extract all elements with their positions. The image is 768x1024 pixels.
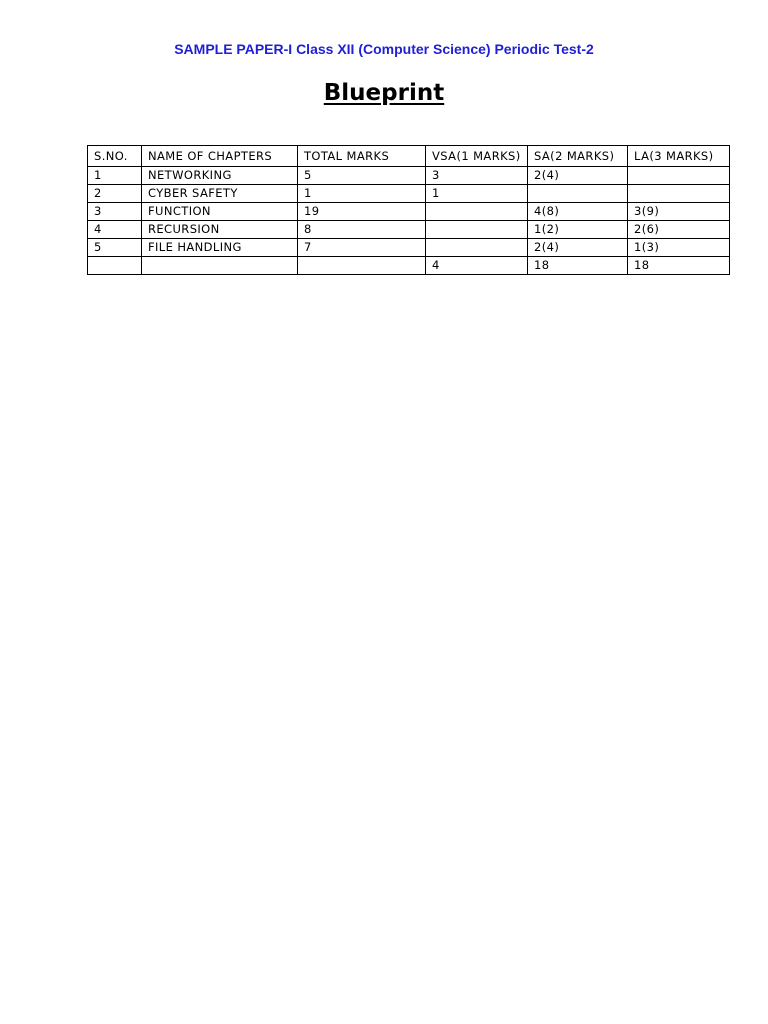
table-row: [88, 203, 730, 221]
cell-sno: 1: [88, 167, 142, 185]
column-header-chapters: NAME OF CHAPTERS: [142, 146, 298, 167]
cell-total-marks: 1: [298, 185, 426, 203]
cell-sno: 4: [88, 221, 142, 239]
blueprint-heading: Blueprint: [323, 80, 445, 106]
cell-chapter: FILE HANDLING: [142, 239, 298, 257]
cell-vsa: [426, 221, 528, 239]
cell-sa: 4(8): [528, 203, 628, 221]
cell-sa-total: 18: [528, 257, 628, 275]
cell-la: [628, 185, 730, 203]
table-row: [88, 239, 730, 257]
cell-chapter: CYBER SAFETY: [142, 185, 298, 203]
cell-total-marks: 7: [298, 239, 426, 257]
cell-total-marks: 19: [298, 203, 426, 221]
table-row: [88, 185, 730, 203]
cell-vsa: 1: [426, 185, 528, 203]
table-total-row: [88, 257, 730, 275]
cell-sa: 2(4): [528, 167, 628, 185]
cell-la: 1(3): [628, 239, 730, 257]
cell-chapter: NETWORKING: [142, 167, 298, 185]
cell-la: [628, 167, 730, 185]
cell-sno: [88, 257, 142, 275]
cell-la: 2(6): [628, 221, 730, 239]
cell-total-marks: [298, 257, 426, 275]
column-header-vsa: VSA(1 MARKS): [426, 146, 528, 167]
column-header-la: LA(3 MARKS): [628, 146, 730, 167]
cell-total-marks: 5: [298, 167, 426, 185]
column-header-total-marks: TOTAL MARKS: [298, 146, 426, 167]
cell-vsa: [426, 203, 528, 221]
cell-la: 3(9): [628, 203, 730, 221]
cell-sa: 1(2): [528, 221, 628, 239]
column-header-sa: SA(2 MARKS): [528, 146, 628, 167]
cell-sno: 3: [88, 203, 142, 221]
cell-chapter: FUNCTION: [142, 203, 298, 221]
cell-la-total: 18: [628, 257, 730, 275]
cell-sno: 2: [88, 185, 142, 203]
cell-chapter: [142, 257, 298, 275]
cell-vsa: 3: [426, 167, 528, 185]
cell-vsa-total: 4: [426, 257, 528, 275]
blueprint-table: [87, 145, 730, 275]
cell-chapter: RECURSION: [142, 221, 298, 239]
cell-sa: 2(4): [528, 239, 628, 257]
sample-paper-title: SAMPLE PAPER-I Class XII (Computer Science) Periodic Test-2: [174, 41, 594, 57]
cell-sa: [528, 185, 628, 203]
table-row: [88, 221, 730, 239]
table-header-row: [88, 146, 730, 167]
table-row: [88, 167, 730, 185]
cell-vsa: [426, 239, 528, 257]
column-header-sno: S.NO.: [88, 146, 142, 167]
cell-total-marks: 8: [298, 221, 426, 239]
cell-sno: 5: [88, 239, 142, 257]
